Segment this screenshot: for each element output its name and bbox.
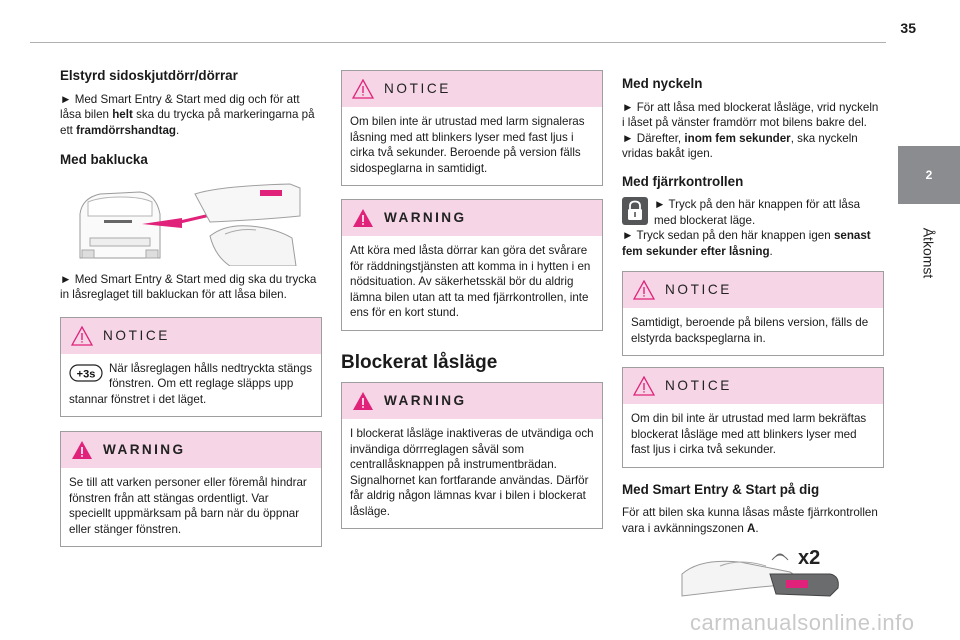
notice-box-windows xyxy=(60,317,322,418)
heading-sliding-door: Elstyrd sidoskjutdörr/dörrar xyxy=(60,68,238,83)
column-1 xyxy=(60,68,322,547)
heading-smart-entry: Med Smart Entry & Start på dig xyxy=(622,481,820,497)
notice-text-mirrors: Samtidigt, beroende på bilens version, fälls de elstyrda backspeglarna in. xyxy=(631,316,869,345)
warning-label: WARNING xyxy=(384,393,467,409)
column-2 xyxy=(341,70,603,529)
paragraph-sliding-door: ► Med Smart Entry & Start med dig och för att låsa bilen helt ska du trycka på markeringarna på ett framdörrshandtag. xyxy=(60,92,315,137)
notice-triangle-icon xyxy=(633,376,655,396)
warning-box-locked-doors xyxy=(341,199,603,331)
heading-tailgate: Med baklucka xyxy=(60,152,148,167)
chapter-title xyxy=(896,208,960,298)
chapter-title-text: Åtkomst xyxy=(919,227,936,279)
x2-label: x2 xyxy=(798,547,821,569)
watermark-text: carmanualsonline.info xyxy=(690,610,915,635)
page-number: 35 xyxy=(900,20,916,36)
tailgate-illustration xyxy=(60,176,322,266)
warning-triangle-icon xyxy=(71,440,93,460)
notice-label: NOTICE xyxy=(384,81,451,97)
warning-label: WARNING xyxy=(384,210,467,226)
notice-triangle-icon xyxy=(71,326,93,346)
notice-box-deadlock-confirm xyxy=(622,367,884,468)
paragraph-remote-press: ► Tryck på den här knappen för att låsa med blockerat läge. xyxy=(654,198,861,227)
paragraph-key-again: ► Därefter, inom fem sekunder, ska nyckeln vridas bakåt igen. xyxy=(622,131,858,160)
column-3 xyxy=(622,68,884,606)
warning-label: WARNING xyxy=(103,442,186,458)
three-seconds-label: +3s xyxy=(76,368,96,380)
lock-button-icon xyxy=(622,197,648,225)
notice-label: NOTICE xyxy=(103,327,170,343)
warning-box-windows xyxy=(60,431,322,547)
warning-text-windows: Se till att varken personer eller föremål hindrar fönstren från att stängas ordentligt. Var speciellt uppmärksam på barn när du öppnar eller stänger fönstren. xyxy=(69,476,307,536)
notice-text-deadlock-confirm: Om din bil inte är utrustad med larm bekräftas blockerat låsläge med att blinkers lyser med fast ljus i cirka två sekunder. xyxy=(631,412,867,456)
heading-with-remote: Med fjärrkontrollen xyxy=(622,173,744,189)
heading-with-key: Med nyckeln xyxy=(622,76,703,91)
warning-text-deadlock: I blockerat låsläge inaktiveras de utvändiga och invändiga dörrreglagen såväl som centrallåsknappen på instrumentbrädan. Signalhornet kan fortfarande användas. Därför får aldrig någon lämnas kvar i bilen i blockerat låsläge. xyxy=(350,427,594,518)
paragraph-remote-again: ► Tryck sedan på den här knappen igen senast fem sekunder efter låsning. xyxy=(622,229,871,258)
three-seconds-press-icon xyxy=(69,363,103,383)
warning-triangle-icon xyxy=(352,391,374,411)
notice-label: NOTICE xyxy=(665,282,732,298)
header-rule xyxy=(30,42,886,43)
paragraph-smart-entry: För att bilen ska kunna låsas måste fjärrkontrollen vara i avkänningszonen A. xyxy=(622,506,878,535)
notice-triangle-icon xyxy=(633,280,655,300)
notice-label: NOTICE xyxy=(665,378,732,394)
notice-text-windows: När låsreglagen hålls nedtryckta stängs fönstren. Om ett reglage släpps upp stannar fönstret i det läget. xyxy=(69,361,312,406)
warning-text-locked-doors: Att köra med låsta dörrar kan göra det svårare för räddningstjänsten att komma in i hytten i en nödsituation. Av säkerhetsskäl bör du aldrig lämna bilen utan att ta med fjärrkontrollen, inte ens för en kort stund. xyxy=(350,244,591,319)
notice-box-mirrors xyxy=(622,271,884,356)
notice-triangle-icon xyxy=(352,79,374,99)
chapter-tab[interactable]: 2 xyxy=(898,146,960,204)
warning-triangle-icon xyxy=(352,208,374,228)
heading-deadlock: Blockerat låsläge xyxy=(341,351,498,373)
paragraph-remote xyxy=(622,197,884,259)
paragraph-tailgate: ► Med Smart Entry & Start med dig ska du trycka in låsreglaget till bakluckan för att låsa bilen. xyxy=(60,272,317,301)
handle-double-press-illustration xyxy=(680,544,850,606)
warning-box-deadlock xyxy=(341,382,603,529)
notice-box-alarm xyxy=(341,70,603,186)
paragraph-key-turn: ► För att låsa med blockerat låsläge, vrid nyckeln i låset på vänster framdörr mot bilens bakre del. xyxy=(622,100,879,129)
notice-text-alarm: Om bilen inte är utrustad med larm signaleras låsning med att blinkers lyser med fast ljus i cirka två sekunder. Beroende på version fälls sidospeglarna in samtidigt. xyxy=(350,115,585,175)
